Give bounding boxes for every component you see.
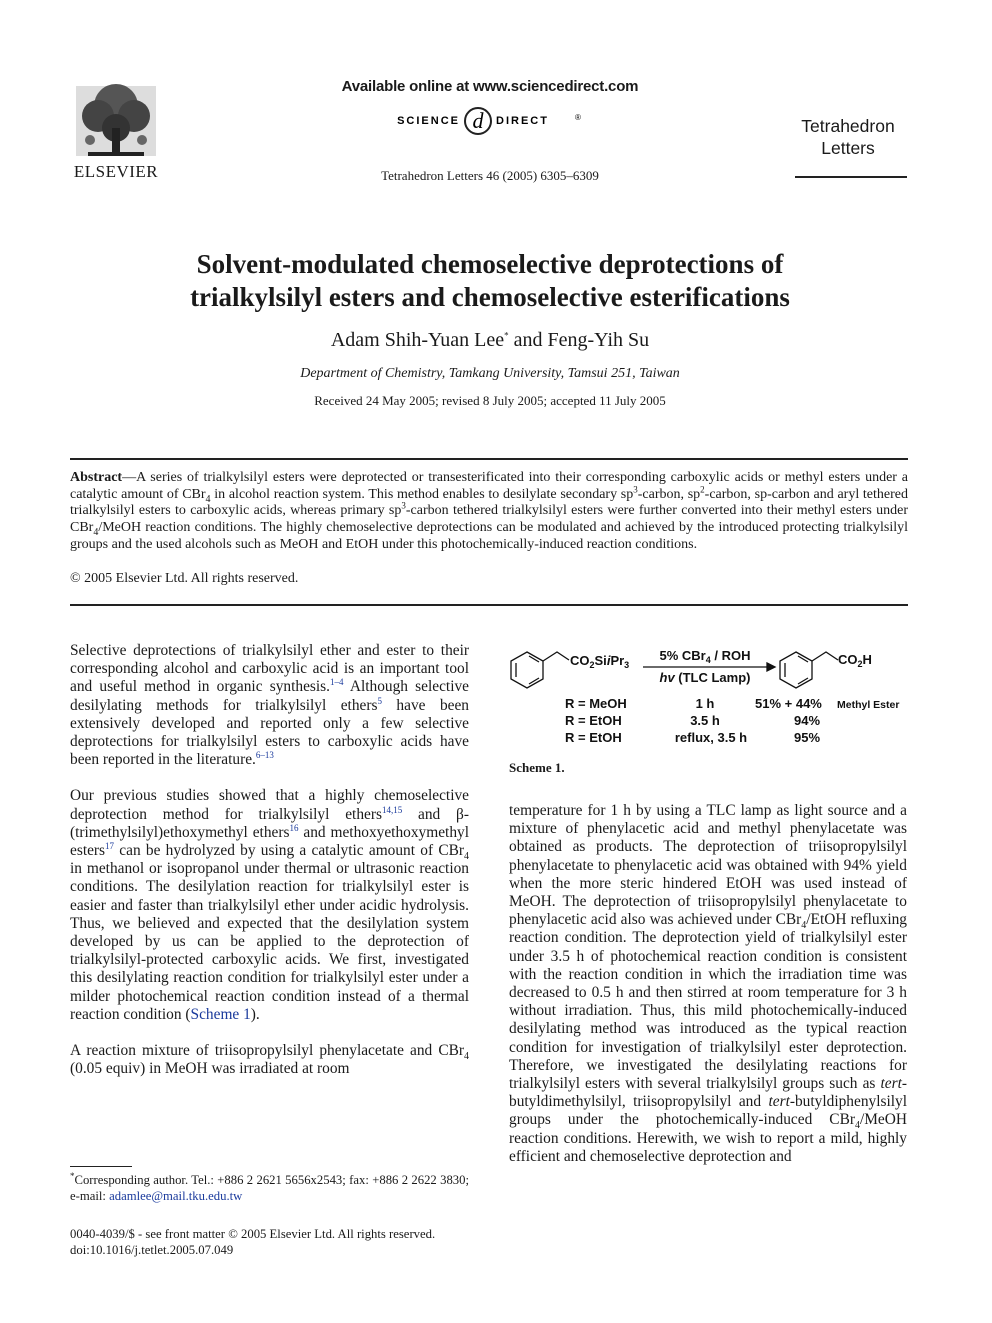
body-text: -butyldimethylsilyl, triisopropylsilyl and — [509, 1075, 907, 1111]
sciencedirect-logo — [370, 100, 610, 140]
citation-link[interactable]: 16 — [289, 822, 299, 833]
subscript: 4 — [801, 920, 807, 932]
abstract-text: -carbon tethered trialkylsilyl esters were further converted into their methyl esters under CBr — [70, 503, 908, 536]
abstract-text: —A series of trialkylsilyl esters were deprotected or transesterificated into their corresponding carboxylic acids or methyl esters under a catalytic amount of CBr — [70, 470, 908, 502]
journal-name-line-2: Letters — [821, 138, 875, 158]
scheme-row-2-solvent: R = EtOH — [565, 713, 622, 728]
author-1: Adam Shih-Yuan Lee — [330, 329, 505, 351]
subscript: 4 — [854, 1120, 860, 1132]
scheme-row-1-note: Methyl Ester — [837, 699, 900, 711]
svg-text:d: d — [472, 108, 484, 133]
scheme-row-1-yield: 51% + 44% — [755, 696, 822, 711]
sd-right-word: DIRECT — [496, 115, 549, 127]
abstract-text: /MeOH reaction conditions. The highly chemoselective deprotections can be modulated and achieved by the introduced protecting trialkylsilyl groups and the used alcohols such as MeOH and EtOH under this photochemically-induced reaction conditions. — [70, 520, 908, 552]
italic-text: tert — [768, 1093, 790, 1111]
body-text: and β-(trimethylsilyl)ethoxymethyl ethers — [70, 805, 470, 841]
body-text: Although selective desilylating methods for trialkylsilyl ethers — [70, 678, 469, 714]
superscript: 3 — [633, 484, 638, 495]
footnote-text: Corresponding author. Tel.: +886 2 2621 5656x2543; fax: +886 2 2622 3830; e-mail: — [70, 1173, 469, 1203]
abstract-copyright: © 2005 Elsevier Ltd. All rights reserved. — [70, 571, 299, 586]
superscript: 2 — [700, 484, 705, 495]
subscript: 4 — [464, 851, 469, 863]
subscript: 4 — [464, 1051, 469, 1063]
scheme-row-3-solvent: R = EtOH — [565, 730, 622, 745]
journal-citation: Tetrahedron Letters 46 (2005) 6305–6309 — [381, 168, 599, 183]
abstract-text: -carbon, sp — [637, 486, 701, 502]
author-join: and — [513, 329, 543, 351]
body-text: have been extensively developed and reported only a few selective deprotections for trialkylsilyl esters to carboxylic acids have been reported in the literature. — [70, 696, 469, 769]
issn-line: 0040-4039/$ - see front matter © 2005 Elsevier Ltd. All rights reserved. — [70, 1227, 436, 1241]
affiliation: Department of Chemistry, Tamkang University, Tamsui 251, Taiwan — [300, 366, 680, 381]
abstract-label: Abstract — [70, 470, 123, 485]
right-paragraph — [509, 802, 907, 1166]
title-line-2: trialkylsilyl esters and chemoselective esterifications — [190, 282, 790, 312]
scheme-row-3-yield: 95% — [793, 730, 821, 745]
paragraph-1 — [70, 642, 469, 769]
scheme-row-2-condition: 3.5 h — [690, 713, 720, 728]
product-chain-bond — [812, 652, 838, 661]
footnote-rule — [70, 1166, 132, 1167]
abstract-text: -carbon, sp-carbon and aryl tethered trialkylsilyl esters to carboxylic acids, whereas primary sp — [70, 486, 908, 519]
body-text: (0.05 equiv) in MeOH was irradiated at room — [70, 1060, 350, 1078]
journal-rule — [795, 176, 907, 178]
body-text: Selective deprotections of trialkylsilyl ether and ester to their corresponding alcohol and carboxylic acid is an important tool and useful method in organic synthesis. — [70, 642, 469, 696]
reagent-line-2: hv (TLC Lamp) — [659, 670, 751, 685]
scheme-row-3-condition: reflux, 3.5 h — [674, 730, 748, 745]
body-text: /MeOH reaction conditions. Herewith, we wish to report a mild, highly efficient and chemoselective deprotection and — [509, 1111, 907, 1165]
body-text: Our previous studies showed that a highly chemoselective deprotection method for trialkylsilyl ethers — [70, 787, 469, 823]
body-text: and methoxyethoxymethyl esters — [70, 823, 469, 860]
subscript: 4 — [93, 526, 99, 538]
scheme-1-figure — [505, 640, 915, 760]
abstract — [70, 470, 908, 554]
author-2: Feng-Yih Su — [547, 329, 650, 351]
publisher-name: ELSEVIER — [73, 162, 159, 181]
doi-line[interactable]: doi:10.1016/j.tetlet.2005.07.049 — [70, 1243, 234, 1257]
body-text: A reaction mixture of triisopropylsilyl phenylacetate and CBr — [70, 1042, 464, 1060]
journal-name — [780, 115, 916, 159]
right-column — [509, 802, 907, 1166]
paragraph-3 — [70, 1042, 469, 1078]
available-online-line[interactable]: Available online at www.sciencedirect.com — [341, 78, 639, 95]
corresponding-author-footnote — [70, 1172, 469, 1204]
sd-registered-mark: ® — [575, 113, 581, 122]
front-matter — [70, 1226, 490, 1258]
left-column — [70, 642, 469, 1078]
footnote-mark: * — [70, 1170, 75, 1181]
product-label: $CO_2H$ — [838, 652, 872, 669]
scheme-caption: Scheme 1. — [509, 760, 565, 775]
sd-left-word: SCIENCE — [397, 115, 460, 127]
body-text: /EtOH refluxing reaction condition. The deprotection yield of trialkylsilyl ester under 3.5 h of photochemical reaction condition is consistent with the reaction condition in which the irradiation time was decreased to 0.5 h and then stirred at room temperature for 3 h without irradiation. Thus, this mild photochemically-induced desilylating method was introduced as the typical reaction condition for investigation of trialkylsilyl ester deprotection. Therefore, we investigated the desilylating reactions for trialkylsilyl esters with several trialkylsilyl groups such as — [509, 911, 907, 1093]
citation-link[interactable]: 6–13 — [255, 750, 274, 761]
citation-link[interactable]: 5 — [377, 695, 382, 706]
title-line-1: Solvent-modulated chemoselective deprotections of — [196, 249, 784, 279]
reactant-chain-bond — [543, 652, 569, 661]
citation-link[interactable]: 17 — [105, 840, 115, 851]
article-dates: Received 24 May 2005; revised 8 July 2005; accepted 11 July 2005 — [314, 393, 666, 408]
email-link[interactable]: adamlee@mail.tku.edu.tw — [109, 1189, 243, 1203]
scheme-row-1-solvent: R = MeOH — [565, 696, 627, 711]
scheme-row-1-condition: 1 h — [695, 696, 715, 711]
citation-link[interactable]: 14,15 — [381, 804, 403, 815]
abstract-bottom-rule — [70, 604, 908, 606]
subscript: 4 — [205, 493, 211, 505]
author-list — [70, 329, 910, 352]
paragraph-2 — [70, 787, 469, 1024]
journal-name-line-1: Tetrahedron — [801, 116, 895, 136]
citation-link[interactable]: 1–4 — [330, 677, 344, 688]
reagent-line-1: 5% CBr$_4$ / ROH — [659, 648, 751, 665]
scheme-1-link[interactable]: Scheme 1 — [190, 1005, 251, 1023]
body-text: temperature for 1 h by using a TLC lamp as light source and a mixture of phenylacetic acid and methyl phenylacetate was obtained as products. The deprotection of triisopropylsilyl phenylacetate to phenylacetic acid was obtained with 94% yield when the more steric hindered EtOH was used instead of MeOH. The deprotection of triisopropylsilyl phenylacetate to phenylacetic acid also was achieved under CBr — [509, 802, 907, 929]
abstract-top-rule — [70, 458, 908, 460]
italic-text: tert — [880, 1075, 902, 1093]
article-title — [70, 248, 910, 314]
corresponding-mark[interactable]: * — [504, 330, 509, 341]
body-text: -butyldiphenylsilyl groups under the photochemically-induced CBr — [509, 1093, 907, 1129]
scheme-row-2-yield: 94% — [793, 713, 821, 728]
body-text: ). — [250, 1005, 260, 1023]
body-text: in methanol or isopropanol under thermal or ultrasonic reaction conditions. The desilylation reaction for trialkylsilyl ester is easier and faster than trialkylsilyl ether under acidic hydrolysis. Thus, we believed and expected that the desilylation system developed by us can be applied to the deprotection of trialkylsilyl-protected carboxylic acids. We first, investigated this desilylating reaction condition for trialkylsilyl ester under a milder photochemical reaction condition instead of a thermal reaction condition ( — [70, 860, 469, 1023]
superscript: 3 — [401, 500, 406, 511]
body-text: can be hydrolyzed by using a catalytic amount of CBr — [114, 842, 464, 860]
abstract-text: in alcohol reaction system. This method enables to desilylate secondary sp — [210, 486, 634, 502]
reactant-label: $CO_2SiiPr_3$ — [570, 653, 630, 670]
